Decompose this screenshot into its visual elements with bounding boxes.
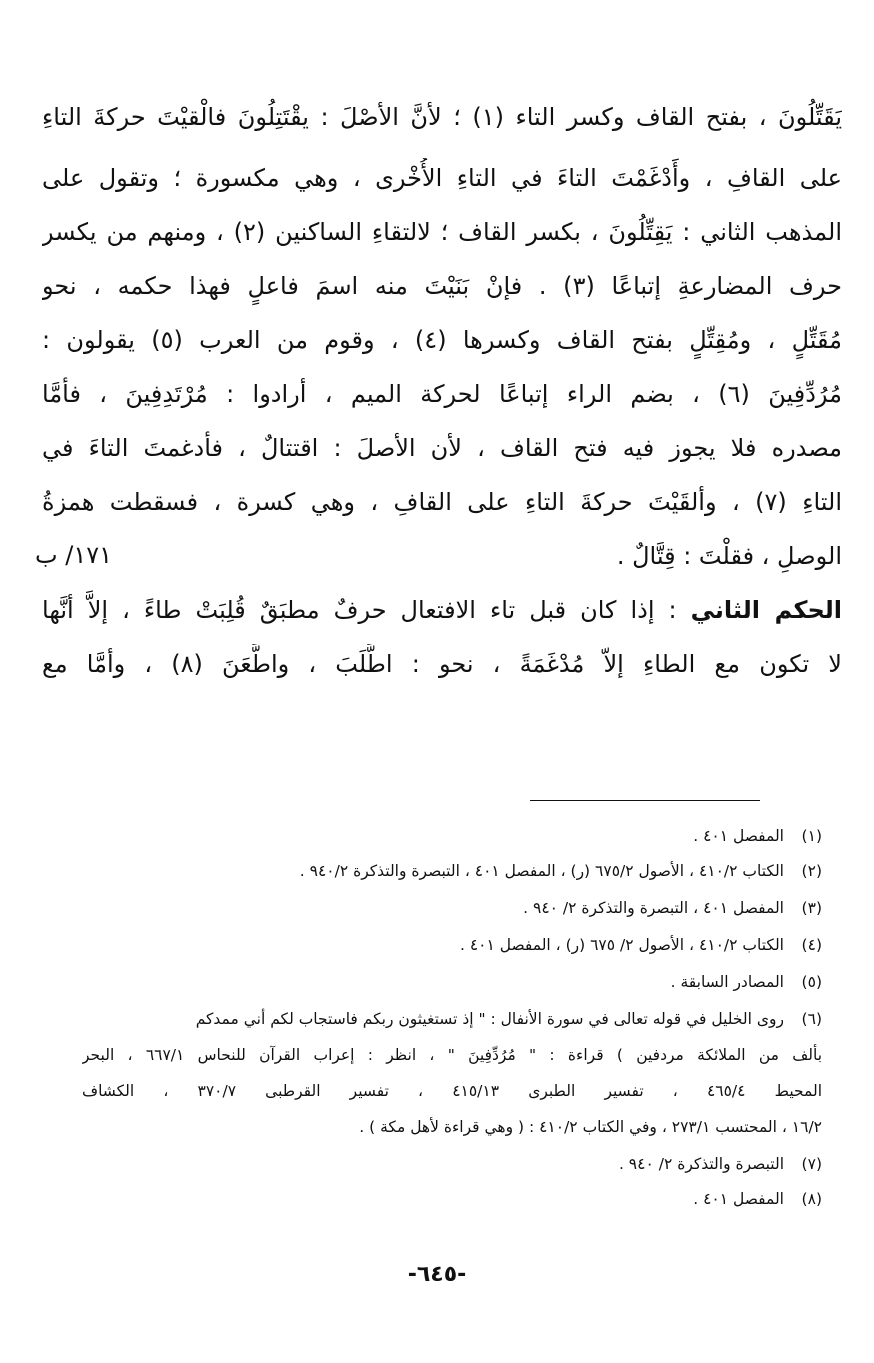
footnote-number: (٦) [801, 1010, 822, 1028]
footnote-7 [82, 1150, 822, 1178]
footnote-4 [82, 931, 822, 959]
footnote-number: (٧) [801, 1155, 822, 1173]
footnote-text: المفصل ٤٠١ . [693, 1190, 784, 1208]
footnote-8 [82, 1185, 822, 1213]
heading-continuation: : إذا كان قبل تاء الافتعال حرفٌ مطبَقٌ قُلِبَتْ طاءً ، إلاَّ أنَّها [42, 596, 691, 624]
footnote-text: المفصل ٤٠١ . [693, 827, 784, 845]
footnote-text: المفصل ٤٠١ ، التبصرة والتذكرة ٢/ ٩٤٠ . [523, 899, 784, 917]
footnote-text: المصادر السابقة . [670, 973, 784, 991]
footnote-text: الكتاب ٤١٠/٢ ، الأصول ٦٧٥/٢ (ر) ، المفصل ٤٠١ ، التبصرة والتذكرة ٩٤٠/٢ . [299, 862, 784, 880]
body-line-2: على القافِ ، وأَدْغَمْتَ التاءَ في التاءِ الأُخْرى ، وهي مكسورة ؛ وتقول على [42, 164, 842, 192]
body-line-4: حرف المضارعةِ إتباعًا (٣) . فإنْ بَنَيْتَ منه اسمَ فاعلٍ فهذا حكمه ، نحو [42, 272, 842, 300]
footnote-6-continuation-1: بألف من الملائكة مردفين ) قراءة : " مُرُدِّفِينَ " ، انظر : إعراب القرآن للنحاس ٦٦٧/١ ، البحر [82, 1046, 822, 1064]
footnote-3 [82, 894, 822, 922]
footnote-number: (٣) [801, 899, 822, 917]
footnote-number: (٨) [801, 1190, 822, 1208]
footnote-number: (٤) [801, 936, 822, 954]
footnote-text: الكتاب ٤١٠/٢ ، الأصول ٢/ ٦٧٥ (ر) ، المفصل ٤٠١ . [459, 936, 784, 954]
footnote-2 [82, 857, 822, 885]
footnote-separator [530, 800, 760, 801]
footnote-5 [82, 968, 822, 996]
footnote-number: (٢) [801, 862, 822, 880]
body-line-7: مصدره فلا يجوز فيه فتح القاف ، لأن الأصلَ : اقتتالٌ ، فأدغمتَ التاءَ في [42, 434, 842, 462]
footnote-text: روى الخليل في قوله تعالى في سورة الأنفال : " إذ تستغيثون ربكم فاستجاب لكم أني ممدكم [195, 1010, 784, 1028]
footnote-text: التبصرة والتذكرة ٢/ ٩٤٠ . [618, 1155, 784, 1173]
body-line-9: الوصلِ ، فقلْتَ : قِتَّالٌ . [616, 542, 842, 570]
footnote-number: (١) [801, 827, 822, 845]
body-line-3: المذهب الثاني : يَقِتِّلُونَ ، بكسر القاف ؛ لالتقاءِ الساكنين (٢) ، ومنهم من يكسر [42, 218, 842, 246]
section-heading: الحكم الثاني [690, 596, 842, 624]
body-line-last: لا تكون مع الطاءِ إلاّ مُدْغَمَةً ، نحو : اطَّلَبَ ، واطَّعَنَ (٨) ، وأمَّا مع [42, 650, 842, 678]
footnote-number: (٥) [801, 973, 822, 991]
body-line-heading [42, 590, 842, 630]
body-line-1: يَقَتِّلُونَ ، بفتح القاف وكسر التاء (١) ؛ لأنَّ الأصْلَ : يقْتَتِلُونَ فالْقيْتَ حركةَ التاءِ [42, 103, 842, 131]
manuscript-folio-note: ١٧١/ ب [35, 541, 112, 569]
body-line-6: مُرُدِّفِينَ (٦) ، بضم الراء إتباعًا لحركة الميم ، أرادوا : مُرْتَدِفِينَ ، فأمَّا [42, 380, 842, 408]
footnote-1 [82, 822, 822, 850]
footnote-6 [82, 1005, 822, 1033]
body-line-8: التاءِ (٧) ، وألقَيْتَ حركةَ التاءِ على القافِ ، وهي كسرة ، فسقطت همزةُ [42, 488, 842, 516]
footnote-6-continuation-3: ١٦/٢ ، المحتسب ٢٧٣/١ ، وفي الكتاب ٤١٠/٢ : ( وهي قراءة لأهل مكة ) . [359, 1118, 822, 1136]
footnote-6-continuation-2: المحيط ٤٦٥/٤ ، تفسير الطبرى ٤١٥/١٣ ، تفسير القرطبى ٣٧٠/٧ ، الكشاف [82, 1082, 822, 1100]
page-number: -٦٤٥- [407, 1262, 467, 1287]
body-line-5: مُقَتِّلٍ ، ومُقِتِّلٍ بفتح القاف وكسرها (٤) ، وقوم من العرب (٥) يقولون : [42, 326, 842, 354]
